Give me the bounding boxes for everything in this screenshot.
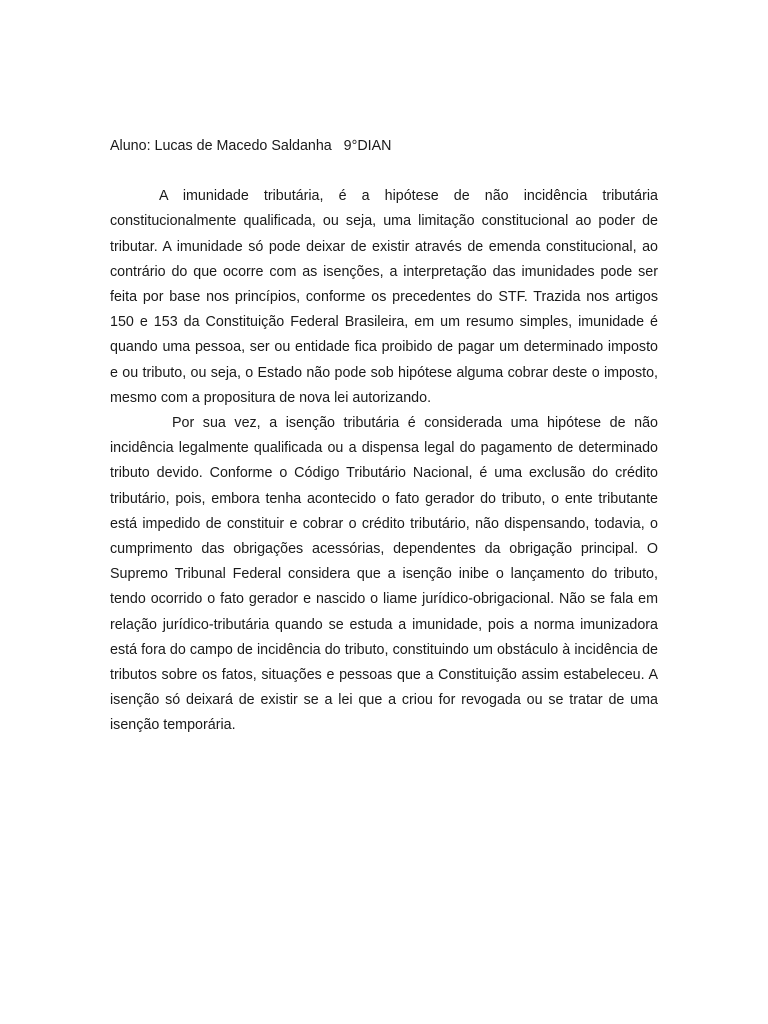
blank-line <box>110 159 658 184</box>
student-name-line: Aluno: Lucas de Macedo Saldanha 9°DIAN <box>110 138 392 154</box>
paragraph-isencao: Por sua vez, a isenção tributária é considerada uma hipótese de não incidência legalmente qualificada ou a dispensa legal do pagamento de determinado tributo devido. Conforme o Código Tributário Nacional, é uma exclusão do crédito tributário, pois, embora tenha acontecido o fato gerador do tributo, o ente tributante está impedido de constituir e cobrar o crédito tributário, não dispensando, todavia, o cumprimento das obrigações acessórias, dependentes da obrigação principal. O Supremo Tribunal Federal considera que a isenção inibe o lançamento do tributo, tendo ocorrido o fato gerador e nascido o liame jurídico-obrigacional. Não se fala em relação jurídico-tributária quando se estuda a imunidade, pois a norma imunizadora está fora do campo de incidência do tributo, constituindo um obstáculo à incidência de tributos sobre os fatos, situações e pessoas que a Constituição assim estabeleceu. A isenção só deixará de existir se a lei que a criou for revogada ou se tratar de uma isenção temporária. <box>110 415 658 734</box>
paragraph-imunidade: A imunidade tributária, é a hipótese de não incidência tributária constitucionalmente qualificada, ou seja, uma limitação constitucional ao poder de tributar. A imunidade só pode deixar de existir através de emenda constitucional, ao contrário do que ocorre com as isenções, a interpretação das imunidades pode ser feita por base nos princípios, conforme os precedentes do STF. Trazida nos artigos 150 e 153 da Constituição Federal Brasileira, em um resumo simples, imunidade é quando uma pessoa, ser ou entidade fica proibido de pagar um determinado imposto e ou tributo, ou seja, o Estado não pode sob hipótese alguma cobrar deste o imposto, mesmo com a propositura de nova lei autorizando. <box>110 188 658 406</box>
document-body <box>110 134 658 739</box>
